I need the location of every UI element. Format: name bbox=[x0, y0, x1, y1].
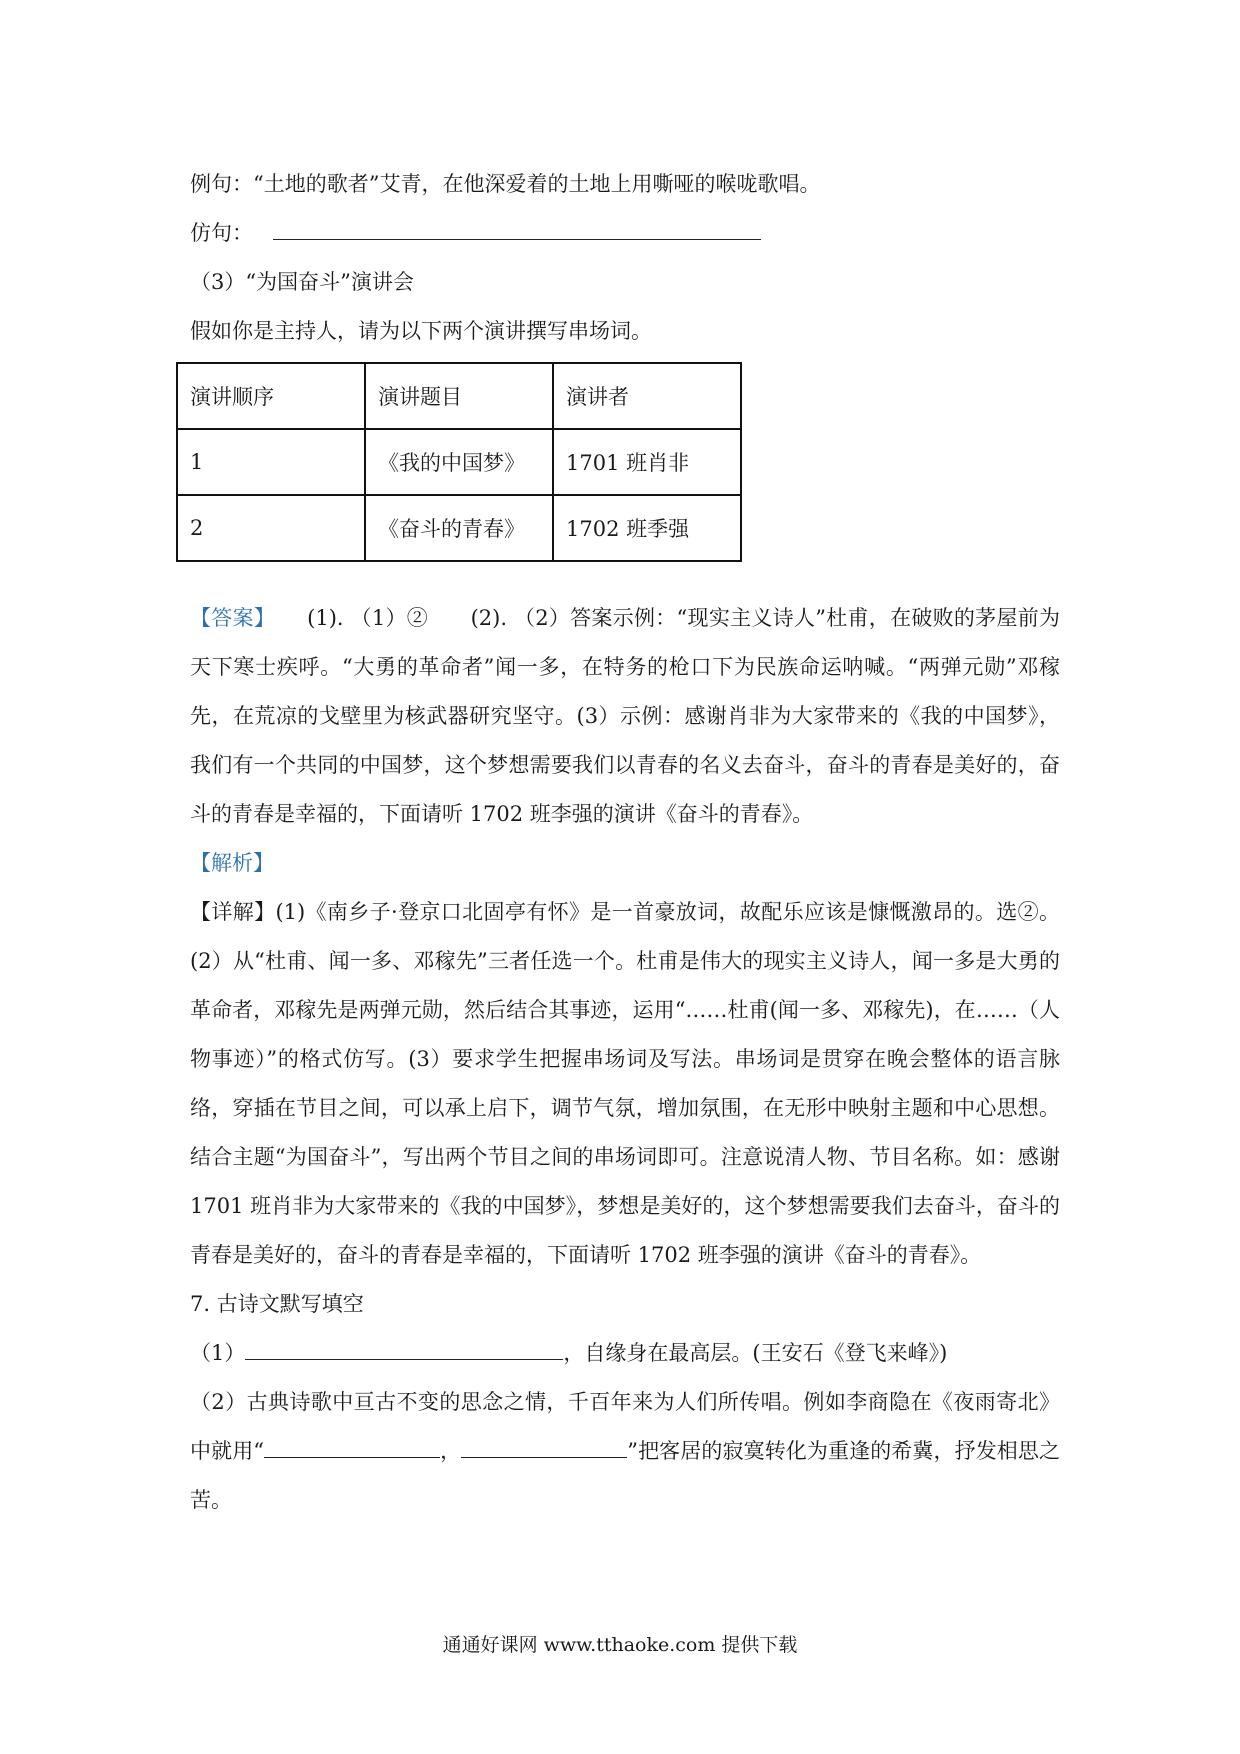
answer-blank bbox=[461, 1436, 627, 1458]
analysis-tag: 【解析】 bbox=[190, 851, 274, 875]
q7-item-2 bbox=[190, 1378, 1060, 1525]
spacer bbox=[190, 562, 1060, 594]
section3-prompt: 假如你是主持人，请为以下两个演讲撰写串场词。 bbox=[190, 319, 652, 343]
q7-item-1-text: ，自缘身在最高层。(王安石《登飞来峰》) bbox=[563, 1341, 948, 1365]
q7-title: 7. 古诗文默写填空 bbox=[190, 1292, 364, 1316]
imitation-blank bbox=[273, 218, 761, 240]
table-cell: 2 bbox=[177, 495, 365, 561]
table-header-cell: 演讲顺序 bbox=[177, 363, 365, 429]
q7-item-1 bbox=[190, 1329, 1060, 1378]
example-text: “土地的歌者”艾青，在他深爱着的土地上用嘶哑的喉咙歌唱。 bbox=[253, 172, 821, 196]
answer-paragraph bbox=[190, 594, 1060, 839]
q7-item-2-text: （2）古典诗歌中亘古不变的思念之情，千百年来为人们所传唱。例如李商隐在《夜雨寄北》中就用“ bbox=[190, 1390, 1060, 1463]
example-sentence bbox=[190, 160, 1060, 209]
imitation-line bbox=[190, 209, 1060, 258]
table-cell: 1701 班肖非 bbox=[553, 429, 741, 495]
table-cell: 《我的中国梦》 bbox=[365, 429, 553, 495]
table-cell: 《奋斗的青春》 bbox=[365, 495, 553, 561]
answer-tag: 【答案】 bbox=[190, 606, 265, 630]
table-header-row bbox=[177, 363, 741, 429]
imitation-label: 仿句： bbox=[190, 221, 253, 245]
q7-item-2-suffix: ”把客居的寂寞转化为重逢的希冀，抒发相思之苦。 bbox=[190, 1439, 1060, 1512]
example-label: 例句： bbox=[190, 172, 253, 196]
table-header-cell: 演讲者 bbox=[553, 363, 741, 429]
q7-item-1-number: （1） bbox=[190, 1341, 246, 1365]
answer-blank bbox=[264, 1436, 440, 1458]
table-row bbox=[177, 429, 741, 495]
table-cell: 1702 班季强 bbox=[553, 495, 741, 561]
table-header-cell: 演讲题目 bbox=[365, 363, 553, 429]
analysis-tag-line bbox=[190, 839, 1060, 888]
speech-table bbox=[176, 362, 742, 562]
analysis-paragraph: 【详解】(1)《南乡子·登京口北固亭有怀》是一首豪放词，故配乐应该是慷慨激昂的。选②。(2）从“杜甫、闻一多、邓稼先”三者任选一个。杜甫是伟大的现实主义诗人，闻一多是大勇的革命者，邓稼先是两弹元勋，然后结合其事迹，运用“……杜甫(闻一多、邓稼先)，在……（人物事迹）”的格式仿写。(3）要求学生把握串场词及写法。串场词是贯穿在晚会整体的语言脉络，穿插在节目之间，可以承上启下，调节气氛，增加氛围，在无形中映射主题和中心思想。结合主题“为国奋斗”，写出两个节目之间的串场词即可。注意说清人物、节目名称。如：感谢 1701 班肖非为大家带来的《我的中国梦》，梦想是美好的，这个梦想需要我们去奋斗，奋斗的青春是美好的，奋斗的青春是幸福的，下面请听 1702 班李强的演讲《奋斗的青春》。 bbox=[190, 900, 1060, 1267]
table-cell: 1 bbox=[177, 429, 365, 495]
page-content bbox=[190, 160, 1060, 1525]
q7-item-2-comma: ， bbox=[440, 1439, 462, 1463]
page-footer: 通通好课网 www.tthaoke.com 提供下载 bbox=[442, 1634, 798, 1656]
answer-text: (1). （1）② (2). （2）答案示例：“现实主义诗人”杜甫，在破败的茅屋前为天下寒士疾呼。“大勇的革命者”闻一多，在特务的枪口下为民族命运呐喊。“两弹元勋”邓稼先，在荒凉的戈壁里为核武器研究坚守。(3）示例：感谢肖非为大家带来的《我的中国梦》，我们有一个共同的中国梦，这个梦想需要我们以青春的名义去奋斗，奋斗的青春是美好的，奋斗的青春是幸福的，下面请听 1702 班李强的演讲《奋斗的青春》。 bbox=[190, 606, 1061, 826]
answer-blank bbox=[245, 1338, 563, 1360]
table-row bbox=[177, 495, 741, 561]
section3-title: （3）“为国奋斗”演讲会 bbox=[190, 270, 414, 294]
